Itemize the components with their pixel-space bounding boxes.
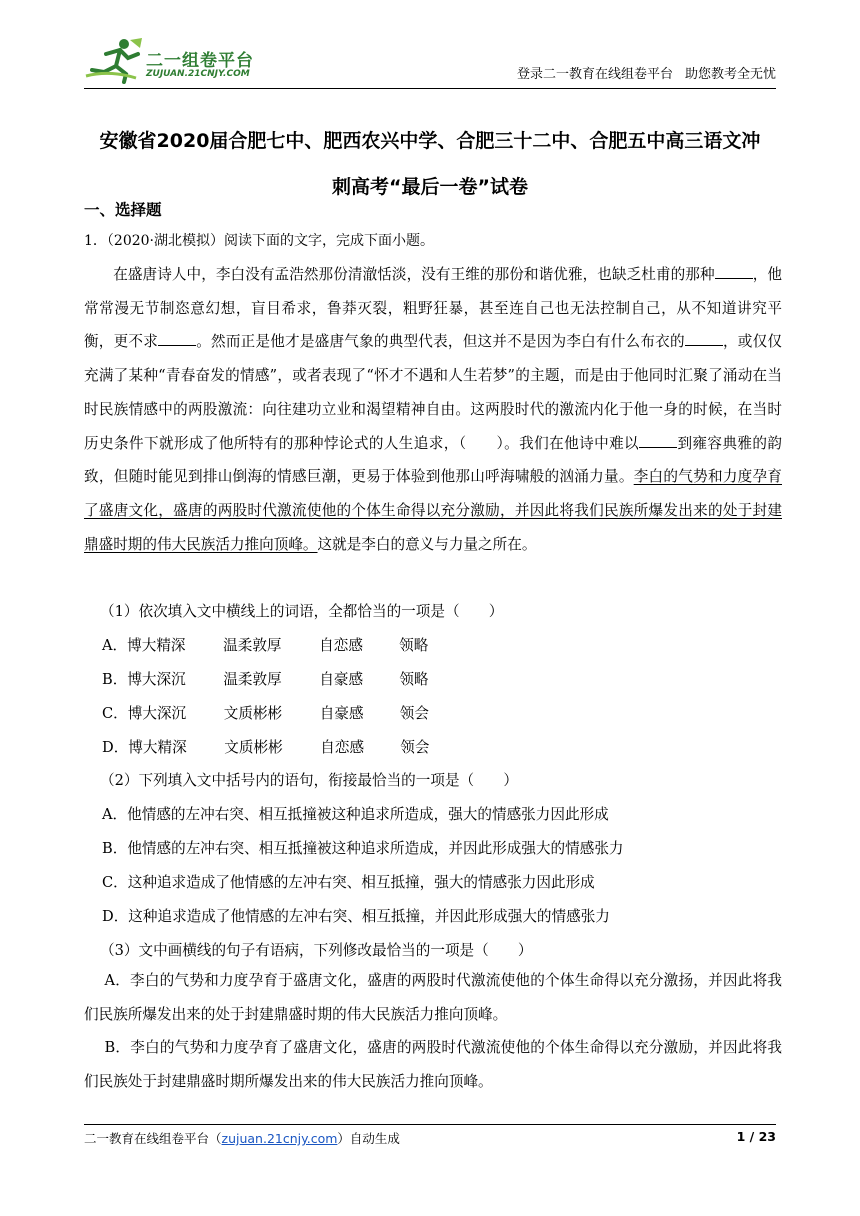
option-label: B． xyxy=(102,671,128,688)
option-word: 自豪感 xyxy=(319,705,364,722)
option-text: A．李白的气势和力度孕育于盛唐文化，盛唐的两股时代激流使他的个体生命得以充分激扬，并因此将我们民族所爆发出来的处于封建鼎盛时期的伟大民族活力推向顶峰。 xyxy=(84,972,782,1023)
site-logo[interactable] xyxy=(84,36,274,86)
slogan-text: 助您教考全无忧 xyxy=(684,67,776,82)
title-line-1: 安徽省2020届合肥七中、肥西农兴中学、合肥三十二中、合肥五中高三语文冲 xyxy=(99,130,761,152)
option-word: 自恋感 xyxy=(319,637,363,654)
blank-2 xyxy=(158,332,196,346)
underlined-sentence: 李白的气势和力度孕育了盛唐文化，盛唐的两股时代激流使他的个体生命得以充分激励，并因此将我们民族所爆发出来的处于封建鼎盛时期的伟大民族活力推向顶峰。 xyxy=(84,468,782,553)
option-label: A． xyxy=(102,637,128,654)
option-2a[interactable]: A．他情感的左冲右突、相互抵撞被这种追求所造成，强大的情感张力因此形成 xyxy=(102,806,609,823)
page-number: 1 / 23 xyxy=(736,1129,776,1144)
option-label: C． xyxy=(102,705,128,722)
option-1c[interactable] xyxy=(102,702,429,723)
option-2d[interactable]: D．这种追求造成了他情感的左冲右突、相互抵撞，并因此形成强大的情感张力 xyxy=(102,908,610,925)
sub-question-3-stem: （3）文中画横线的句子有语病，下列修改最恰当的一项是（ ） xyxy=(100,942,533,959)
option-word: 温柔敦厚 xyxy=(223,637,282,654)
passage-text: 到雍容典雅的韵致，但随时能见到排山倒海的情感巨潮，更易于体验到他那山呼海啸般的汹涌力量。 xyxy=(84,434,782,486)
footer-link[interactable]: zujuan.21cnjy.com xyxy=(221,1131,338,1146)
option-word: 博大精深 xyxy=(127,637,186,654)
option-2c[interactable]: C．这种追求造成了他情感的左冲右突、相互抵撞，强大的情感张力因此形成 xyxy=(102,874,595,891)
footer-source xyxy=(84,1129,400,1147)
runner-logo-icon xyxy=(84,36,144,84)
option-1d[interactable] xyxy=(102,736,430,757)
passage-text: ，或仅仅充满了某种“青春奋发的情感”，或者表现了“怀才不遇和人生若梦”的主题，而是由于他同时汇聚了涌动在当时民族情感中的两股激流：向往建功立业和渴望精神自由。这两股时代的激流内化于他一身的时候，在当时历史条件下就形成了他所特有的那种悖论式的人生追求，（ ）。我们在他诗中难以 xyxy=(84,333,782,452)
exam-title xyxy=(60,118,800,210)
option-word: 领略 xyxy=(399,637,429,654)
passage-text: 这就是李白的意义与力量之所在。 xyxy=(317,535,537,553)
option-text: B．李白的气势和力度孕育了盛唐文化，盛唐的两股时代激流使他的个体生命得以充分激励，并因此将我们民族处于封建鼎盛时期所爆发出来的伟大民族活力推向顶峰。 xyxy=(84,1039,782,1090)
option-1b[interactable] xyxy=(102,668,429,689)
page-header xyxy=(84,30,776,89)
option-word: 领略 xyxy=(399,671,429,688)
passage-text: 在盛唐诗人中，李白没有孟浩然那份清澈恬淡，没有王维的那份和谐优雅，也缺乏杜甫的那种 xyxy=(113,266,715,283)
header-slogan xyxy=(517,63,776,82)
option-word: 文质彬彬 xyxy=(224,739,283,756)
footer-text: 二一教育在线组卷平台（ xyxy=(84,1131,222,1146)
logo-text: 二一组卷平台 xyxy=(146,51,254,71)
option-3a[interactable] xyxy=(84,964,782,1031)
blank-4 xyxy=(639,434,677,448)
option-2b[interactable]: B．他情感的左冲右突、相互抵撞被这种追求所造成，并因此形成强大的情感张力 xyxy=(102,840,624,857)
option-1a[interactable] xyxy=(102,634,428,655)
page-footer xyxy=(84,1124,776,1151)
option-word: 自豪感 xyxy=(319,671,364,688)
sub-question-2-stem: （2）下列填入文中括号内的语句，衔接最恰当的一项是（ ） xyxy=(100,772,518,789)
passage-text: 。然而正是他才是盛唐气象的典型代表，但这并不是因为李白有什么布衣的 xyxy=(196,333,685,351)
question-intro: 1．（2020·湖北模拟）阅读下面的文字，完成下面小题。 xyxy=(84,233,434,249)
login-link[interactable]: 登录二一教育在线组卷平台 xyxy=(516,67,673,82)
option-label: D． xyxy=(102,739,129,756)
option-word: 领会 xyxy=(400,739,430,756)
option-word: 温柔敦厚 xyxy=(223,671,282,688)
footer-text: ）自动生成 xyxy=(337,1131,400,1146)
passage-text: ，他常常漫无节制恣意幻想，盲目希求，鲁莽灭裂，粗野狂暴，甚至连自己也无法控制自己，从不知道讲究平衡，更不求 xyxy=(84,266,782,351)
option-word: 自恋感 xyxy=(320,739,365,756)
option-word: 文质彬彬 xyxy=(223,705,283,722)
blank-3 xyxy=(685,332,723,346)
blank-1 xyxy=(715,265,753,279)
sub-question-1-stem: （1）依次填入文中横线上的词语，全都恰当的一项是（ ） xyxy=(100,603,504,620)
option-3b[interactable] xyxy=(84,1031,782,1098)
logo-subtext: ZUJUAN.21CNJY.COM xyxy=(146,69,250,79)
option-word: 博大精深 xyxy=(128,739,187,756)
title-line-2: 刺高考“最后一卷”试卷 xyxy=(332,176,528,198)
reading-passage xyxy=(84,258,782,561)
section-heading: 一、选择题 xyxy=(84,201,162,219)
option-word: 博大深沉 xyxy=(127,671,186,688)
option-word: 领会 xyxy=(399,705,429,722)
option-word: 博大深沉 xyxy=(127,705,187,722)
